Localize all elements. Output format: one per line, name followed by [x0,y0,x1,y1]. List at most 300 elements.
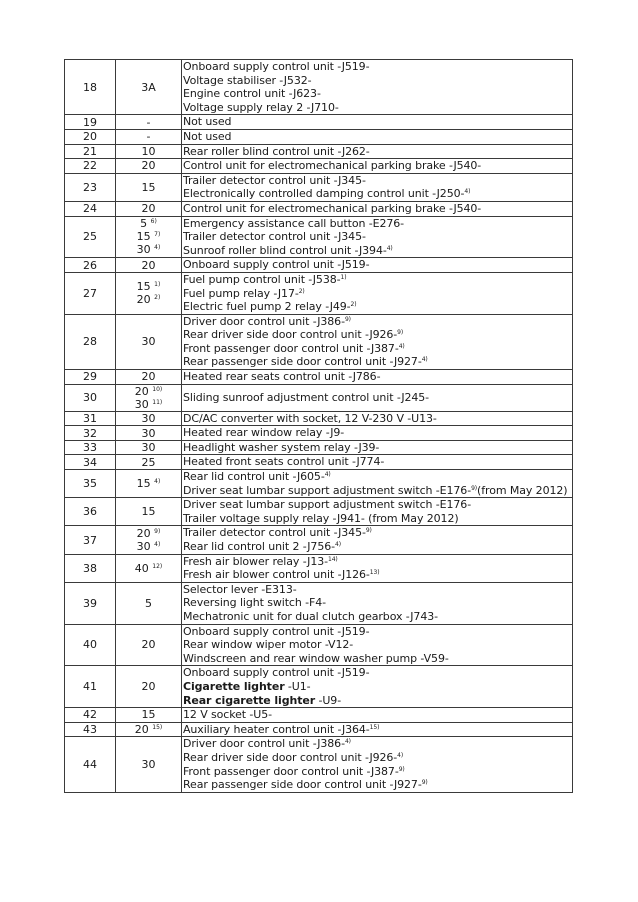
fuse-description [182,526,573,554]
footnote-ref: 2) [298,287,305,295]
amperage: 30 [141,411,156,425]
fuse-row [65,455,573,470]
fuse-row [65,554,573,582]
amperage: 30 [136,243,151,257]
fuse-row [65,624,573,666]
component-line [183,258,572,272]
component-text: Rear driver side door control unit -J926- [183,328,398,342]
fuse-number: 43 [65,722,116,737]
amperage: 30 [134,397,149,411]
component-line [183,74,572,88]
fuse-description [182,370,573,385]
fuse-rating-value [116,477,181,490]
amperage: 15 [136,280,151,294]
footnote-ref: 12) [152,562,163,570]
fuse-number: 29 [65,370,116,385]
footnote-ref: 2) [350,301,357,309]
amperage: 30 [141,426,156,440]
amperage: 3A [141,80,156,94]
fuse-row [65,201,573,216]
fuse-rating-value [116,280,181,293]
amperage: 30 [141,441,156,455]
fuse-rating-value [116,181,181,194]
footnote-ref: 4) [398,342,405,350]
amperage: - [146,130,151,144]
fuse-row [65,129,573,144]
footnote-ref: 9) [397,329,404,337]
fuse-description [182,554,573,582]
component-text: -U9- [315,693,342,707]
fuse-row [65,411,573,426]
component-text: Rear lid control unit 2 -J756- [183,540,335,553]
component-text: Control unit for electromechanical parking brake -J540- [183,201,482,215]
footnote-ref: 11) [152,398,163,406]
fuse-rating-value [116,217,181,230]
component-line [183,470,572,484]
footnote-ref: 4) [154,244,161,252]
fuse-table-body [65,60,573,793]
fuse-rating-value [116,680,181,693]
footnote-ref: 4) [324,471,331,479]
component-line [183,87,572,101]
amperage: 20 [141,159,156,173]
component-text: Not used [183,129,232,143]
fuse-rating [116,470,182,498]
fuse-row [65,440,573,455]
fuse-rating-value [116,708,181,721]
fuse-rating-value [116,243,181,256]
fuse-number: 35 [65,470,116,498]
component-text: Rear passenger side door control unit -J927- [183,355,422,369]
footnote-ref: 9) [365,527,372,535]
footnote-ref: 9) [421,779,428,787]
amperage: 20 [136,527,151,540]
fuse-rating-value [116,597,181,610]
footnote-ref: 4) [154,478,161,486]
footnote-ref: 4) [335,541,341,548]
component-line [183,412,572,426]
fuse-rating-value [116,427,181,440]
fuse-rating-value [116,723,181,736]
component-line [183,187,572,201]
fuse-description [182,173,573,201]
fuse-description [182,498,573,526]
component-text: Front passenger door control unit -J387- [183,341,399,355]
fuse-rating [116,455,182,470]
fuse-row [65,666,573,708]
fuse-number: 31 [65,411,116,426]
footnote-ref: 4) [421,356,428,364]
fuse-description [182,624,573,666]
footnote-ref: 9) [344,315,351,323]
fuse-description [182,201,573,216]
component-line [183,130,572,144]
fuse-description [182,411,573,426]
component-line [183,145,572,159]
fuse-number: 19 [65,115,116,130]
component-line [183,287,572,301]
amperage: 25 [141,455,156,469]
fuse-table [64,59,573,793]
fuse-rating [116,201,182,216]
fuse-number: 41 [65,666,116,708]
fuse-number: 28 [65,314,116,369]
component-text: DC/AC converter with socket, 12 V-230 V -U13- [183,411,437,425]
fuse-rating-value [116,370,181,383]
fuse-rating [116,258,182,273]
fuse-rating-value [116,638,181,651]
footnote-ref: 4) [397,751,404,759]
component-line [183,202,572,216]
component-line [183,694,572,708]
fuse-description [182,737,573,792]
component-line [183,765,572,779]
component-text: Driver seat lumbar support adjustment switch -E176- [183,498,472,512]
fuse-number: 27 [65,272,116,314]
fuse-row [65,144,573,159]
fuse-rating [116,159,182,174]
amperage: 30 [141,335,156,349]
amperage: 5 [140,217,148,231]
fuse-rating [116,272,182,314]
component-text: Control unit for electromechanical parking brake -J540- [183,159,482,173]
component-text: Heated rear window relay -J9- [183,426,345,440]
component-text: Auxiliary heater control unit -J364- [183,722,370,736]
component-line [183,115,572,129]
component-line [183,512,572,526]
amperage: 30 [141,758,156,771]
component-line [183,159,572,173]
amperage: 20 [134,384,149,398]
fuse-row [65,216,573,258]
footnote-ref: 6) [150,218,157,226]
component-line [183,273,572,287]
fuse-rating [116,526,182,554]
component-text: Onboard supply control unit -J519- [183,258,370,272]
component-text: Rear driver side door control unit -J926- [183,750,398,764]
fuse-rating [116,216,182,258]
fuse-rating-value [116,385,181,398]
component-text: -U1- [284,679,311,693]
component-line [183,596,572,610]
component-line [183,342,572,356]
fuse-rating-value [116,130,181,143]
component-text: Reversing light switch -F4- [183,596,327,610]
component-text: Fuel pump relay -J17- [183,286,299,300]
fuse-row [65,526,573,554]
amperage: 20 [141,638,156,652]
fuse-row [65,470,573,498]
fuse-description [182,722,573,737]
component-text: Rear window wiper motor -V12- [183,638,354,652]
fuse-number: 38 [65,554,116,582]
component-text: Front passenger door control unit -J387- [183,764,399,778]
amperage: 20 [141,202,156,216]
footnote-ref: 10) [152,385,163,393]
footnote-ref: 4) [386,244,393,252]
fuse-number: 37 [65,526,116,554]
component-line [183,484,572,498]
component-line [183,666,572,680]
fuse-number: 22 [65,159,116,174]
fuse-row [65,722,573,737]
footnote-ref: 4) [464,188,471,196]
component-text: Rear lid control unit -J605- [183,470,325,484]
footnote-ref: 7) [154,231,161,239]
component-line [183,638,572,652]
component-text: (from May 2012) [477,483,568,497]
component-line [183,778,572,792]
fuse-rating [116,370,182,385]
amperage: 15 [141,505,156,519]
footnote-ref: 13) [369,569,380,577]
fuse-description [182,708,573,723]
fuse-number: 32 [65,426,116,441]
component-text: Onboard supply control unit -J519- [183,666,370,680]
fuse-rating [116,554,182,582]
amperage: 5 [145,596,152,610]
component-line [183,391,572,405]
footnote-ref: 9) [471,484,478,492]
component-text: Rear passenger side door control unit -J927- [183,778,422,792]
component-text: Sliding sunroof adjustment control unit -J245- [183,390,430,404]
component-line [183,555,572,569]
footnote-ref: 1) [340,273,347,281]
component-line [183,101,572,115]
fuse-rating [116,722,182,737]
fuse-rating [116,384,182,411]
component-line [183,315,572,329]
fuse-row [65,498,573,526]
component-line [183,568,572,582]
fuse-rating-value [116,505,181,518]
fuse-description [182,60,573,115]
fuse-number: 42 [65,708,116,723]
component-text: Selector lever -E313- [183,582,297,596]
component-text: Electric fuel pump 2 relay -J49- [183,300,351,314]
fuse-description [182,258,573,273]
fuse-number: 26 [65,258,116,273]
fuse-row [65,370,573,385]
fuse-rating [116,582,182,624]
component-text: Cigarette lighter [183,679,285,693]
component-line [183,708,572,722]
fuse-rating-value [116,159,181,172]
amperage: 10 [141,144,156,158]
fuse-rating-value [116,293,181,306]
amperage: - [146,115,151,129]
amperage: 20 [141,370,156,384]
fuse-description [182,272,573,314]
fuse-row [65,737,573,792]
fuse-description [182,115,573,130]
component-text: Driver seat lumbar support adjustment switch -E176- [183,483,472,497]
fuse-rating-value [116,259,181,272]
fuse-row [65,258,573,273]
footnote-ref: 1) [154,281,161,289]
component-text: Trailer detector control unit -J345- [183,230,366,244]
amperage: 20 [134,723,149,737]
fuse-description [182,455,573,470]
fuse-number: 24 [65,201,116,216]
fuse-rating [116,115,182,130]
fuse-rating [116,426,182,441]
component-line [183,60,572,74]
component-line [183,737,572,751]
fuse-row [65,314,573,369]
component-text: Voltage supply relay 2 -J710- [183,100,339,114]
fuse-row [65,708,573,723]
fuse-row [65,582,573,624]
amperage: 20 [136,293,151,307]
fuse-rating [116,173,182,201]
fuse-rating [116,498,182,526]
amperage: 15 [141,708,156,722]
amperage: 40 [134,561,149,575]
component-text: Voltage stabiliser -J532- [183,73,312,87]
component-line [183,328,572,342]
component-line [183,723,572,737]
fuse-description [182,159,573,174]
amperage: 15 [136,230,151,244]
fuse-rating-value [116,81,181,94]
component-line [183,230,572,244]
component-line [183,583,572,597]
fuse-description [182,129,573,144]
fuse-rating-value [116,202,181,215]
fuse-number: 20 [65,129,116,144]
fuse-row [65,384,573,411]
fuse-rating-value [116,441,181,454]
footnote-ref: 15) [369,723,380,731]
fuse-rating [116,314,182,369]
fuse-number: 23 [65,173,116,201]
component-text: Engine control unit -J623- [183,87,321,101]
fuse-rating [116,129,182,144]
component-text: 12 V socket -U5- [183,708,272,722]
fuse-rating [116,411,182,426]
component-line [183,610,572,624]
component-line [183,498,572,512]
fuse-rating-value [116,412,181,425]
fuse-number: 25 [65,216,116,258]
fuse-number: 44 [65,737,116,792]
fuse-rating-value [116,398,181,411]
component-text: Mechatronic unit for dual clutch gearbox -J743- [183,609,438,623]
component-text: Trailer voltage supply relay -J941- (from May 2012) [183,511,459,525]
component-text: Onboard supply control unit -J519- [183,60,370,73]
component-line [183,441,572,455]
fuse-description [182,440,573,455]
fuse-rating-value [116,758,181,771]
component-line [183,526,572,540]
fuse-rating-value [116,335,181,348]
fuse-rating-value [116,456,181,469]
component-text: Driver door control unit -J386- [183,314,345,328]
fuse-description [182,216,573,258]
component-line [183,300,572,314]
fuse-row [65,60,573,115]
fuse-description [182,666,573,708]
fuse-rating [116,737,182,792]
component-line [183,751,572,765]
component-text: Trailer detector control unit -J345- [183,526,366,540]
component-line [183,652,572,666]
component-text: Emergency assistance call button -E276- [183,216,405,230]
component-line [183,174,572,188]
fuse-row [65,173,573,201]
fuse-rating [116,60,182,115]
fuse-number: 21 [65,144,116,159]
fuse-description [182,144,573,159]
component-line [183,625,572,639]
fuse-number: 39 [65,582,116,624]
footnote-ref: 4) [344,738,351,746]
component-text: Electronically controlled damping control unit -J250- [183,187,465,201]
fuse-rating [116,666,182,708]
component-line [183,426,572,440]
component-text: Driver door control unit -J386- [183,737,345,751]
fuse-number: 40 [65,624,116,666]
component-line [183,680,572,694]
component-text: Not used [183,115,232,129]
component-line [183,355,572,369]
fuse-row [65,159,573,174]
component-text: Sunroof roller blind control unit -J394- [183,243,387,257]
component-text: Trailer detector control unit -J345- [183,173,366,187]
fuse-number: 34 [65,455,116,470]
footnote-ref: 2) [154,294,161,302]
component-line [183,217,572,231]
footnote-ref: 14) [328,555,338,563]
fuse-rating [116,624,182,666]
fuse-description [182,582,573,624]
fuse-number: 18 [65,60,116,115]
fuse-rating [116,144,182,159]
fuse-rating-value [116,145,181,158]
amperage: 15 [141,180,156,194]
component-text: Rear roller blind control unit -J262- [183,144,370,158]
fuse-row [65,115,573,130]
footnote-ref: 15) [152,724,163,732]
fuse-rating-value [116,116,181,129]
component-text: Fresh air blower relay -J13- [183,554,328,568]
amperage: 30 [136,540,151,553]
fuse-row [65,272,573,314]
fuse-rating [116,708,182,723]
component-text: Onboard supply control unit -J519- [183,624,370,638]
component-line [183,370,572,384]
component-text: Headlight washer system relay -J39- [183,440,380,454]
footnote-ref: 4) [154,541,161,548]
component-line [183,455,572,469]
footnote-ref: 9) [398,765,405,773]
fuse-rating-value [116,540,181,553]
fuse-row [65,426,573,441]
fuse-rating [116,440,182,455]
component-text: Heated front seats control unit -J774- [183,455,385,469]
component-text: Fuel pump control unit -J538- [183,272,341,286]
amperage: 20 [141,680,156,694]
amperage: 15 [136,477,151,491]
amperage: 20 [141,258,156,272]
fuse-rating-value [116,527,181,540]
fuse-description [182,314,573,369]
component-line [183,244,572,258]
component-text: Windscreen and rear window washer pump -V59- [183,651,449,665]
component-text: Heated rear seats control unit -J786- [183,370,381,384]
fuse-number: 30 [65,384,116,411]
